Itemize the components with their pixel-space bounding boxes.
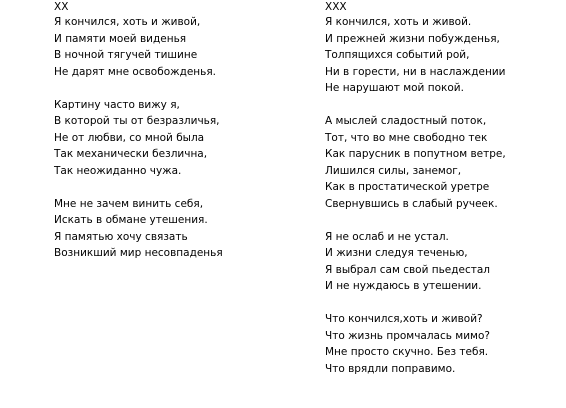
poem-line: Толпящихся событий рой, [325, 49, 470, 61]
poem-line: А мыслей сладостный поток, [325, 115, 487, 127]
poem-line: Что жизнь промчалась мимо? [325, 329, 490, 342]
poem-title: XXX [325, 1, 347, 13]
poem-line: Тот, что во мне свободно тек [325, 131, 488, 144]
poem-line: Лишился силы, занемог, [325, 164, 462, 177]
stanza-3 [325, 229, 560, 295]
stanza-gap [325, 97, 560, 114]
poem-line: Что кончился,хоть и живой? [325, 313, 483, 325]
poem-line: Мне просто скучно. Без тебя. [325, 346, 489, 358]
poem-line: Как парусник в попутном ветре, [325, 148, 506, 160]
poem-line: И прежней жизни побужденья, [325, 32, 500, 45]
poem-line: Не дарят мне освобожденья. [54, 65, 217, 78]
poem-line: Ни в горести, ни в наслаждении [325, 65, 506, 78]
stanza-3 [54, 196, 304, 262]
stanza-gap [325, 212, 560, 229]
poem-xx [54, 1, 304, 262]
poem-line: Так неожиданно чужа. [54, 164, 182, 177]
poem-line: И памяти моей виденья [54, 32, 187, 45]
stanza-gap [325, 295, 560, 312]
poem-line: Так механически безлична, [54, 148, 208, 160]
stanza-1 [54, 14, 304, 80]
poem-line: В которой ты от безразличья, [54, 115, 220, 127]
poem-line: Не нарушают мой покой. [325, 82, 464, 94]
poem-xxx [325, 1, 560, 377]
stanza-4 [325, 311, 560, 377]
poem-line: Я кончился, хоть и живой, [54, 16, 201, 28]
poem-line: Я не ослаб и не устал. [325, 230, 449, 243]
stanza-gap [54, 179, 304, 196]
stanza-gap [54, 80, 304, 97]
poem-line: В ночной тягучей тишине [54, 49, 198, 61]
poem-line: Мне не зачем винить себя, [54, 197, 204, 210]
poem-line: И не нуждаюсь в утешении. [325, 280, 482, 292]
poem-line: Искать в обмане утешения. [54, 214, 208, 226]
stanza-2 [325, 113, 560, 212]
stanza-2 [54, 97, 304, 180]
poem-line: Не от любви, со мной была [54, 131, 205, 144]
poem-line: Я выбрал сам свой пьедестал [325, 263, 491, 276]
poem-line: Возникший мир несовпаденья [54, 247, 223, 259]
poem-line: Я кончился, хоть и живой. [325, 16, 472, 28]
poem-line: Что врядли поправимо. [325, 362, 456, 375]
stanza-1 [325, 14, 560, 97]
poem-line: Как в простатической уретре [325, 181, 490, 193]
poem-line: Свернувшись в слабый ручеек. [325, 197, 498, 210]
poem-line: И жизни следуя теченью, [325, 247, 468, 259]
poem-line: Картину часто вижу я, [54, 98, 180, 111]
poem-title: XX [54, 1, 69, 13]
poem-line: Я памятью хочу связать [54, 230, 188, 243]
